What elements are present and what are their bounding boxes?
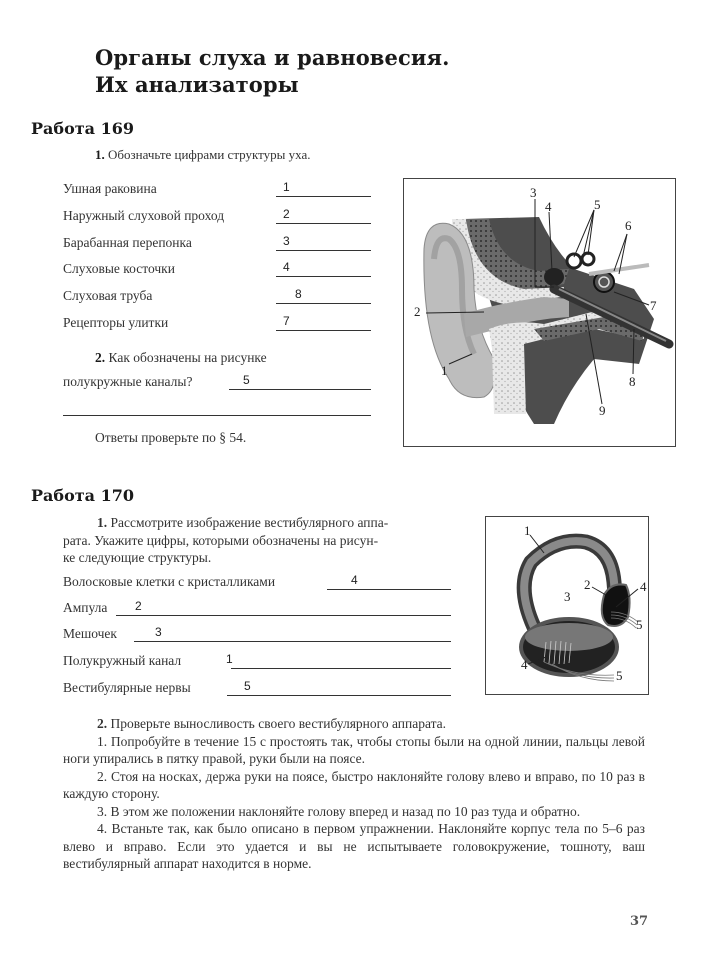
ear-label-8: 8 [629,374,636,389]
answer-value[interactable]: 4 [283,260,290,274]
row-label: Рецепторы улитки [63,315,169,330]
exercise-step-1: 1. Попробуйте в течение 15 с простоять так, чтобы стопы были на одной линии, пальцы левой ноги упирались в пятку правой, руки были на поясе. [63,733,645,766]
page-title [95,44,450,98]
row-label: Барабанная перепонка [63,235,192,250]
answer-row [63,651,451,671]
answer-blank[interactable] [231,650,451,669]
task-2-intro [63,715,645,733]
vestibular-label-1: 1 [524,523,531,538]
answer-blank[interactable] [276,285,371,304]
answer-value[interactable]: 7 [283,314,290,328]
exercise-step-4: 4. Встаньте так, как было описано в первом упражнении. Наклоняйте корпус тела по 5–6 раз влево и вправо. Если это удается и вы не испытываете головокружение, тошноту, ваш вестибулярный аппарат находится в норме. [63,821,645,871]
answer-value[interactable]: 2 [135,599,142,613]
answer-row [63,678,451,698]
answer-row [63,206,371,226]
semicircular-canals-answer-row [63,372,371,392]
answer-row [63,286,371,306]
answer-value[interactable]: 4 [351,573,358,587]
answer-value[interactable]: 8 [295,287,302,301]
answer-row [63,624,451,644]
answer-blank[interactable] [276,258,371,277]
work-169-task-1 [95,147,310,163]
row-label: Ушная раковина [63,181,157,196]
ear-illustration [404,179,675,446]
row-label: Волосковые клетки с кристалликами [63,574,276,589]
task-text: Обозначьте цифрами структуры уха. [108,147,311,162]
answer-blank[interactable] [227,677,451,696]
task-text-line: ке следующие структуры. [63,550,212,565]
ear-diagram [403,178,676,447]
answer-row [63,313,371,333]
row-label: Ампула [63,600,108,615]
answer-value[interactable]: 3 [283,234,290,248]
exercise-step-3: 3. В этом же положении наклоняйте голову вперед и назад по 10 раз туда и обратно. [97,803,581,819]
work-169-task-2 [95,350,267,366]
vestibular-label-4-top: 4 [640,579,647,594]
ear-label-5: 5 [594,197,601,212]
answer-blank[interactable] [229,371,371,390]
ear-label-7: 7 [650,298,657,313]
ear-label-3: 3 [530,185,537,200]
ear-label-2: 2 [414,304,421,319]
answer-blank[interactable] [276,312,371,331]
ear-label-4: 4 [545,199,552,214]
answer-blank[interactable] [327,571,451,590]
task-text-line: Рассмотрите изображение вестибулярного аппа- [110,515,389,530]
cochlea [594,272,614,292]
ear-label-1: 1 [441,363,448,378]
vestibular-label-5-top: 5 [636,617,643,632]
check-note: Ответы проверьте по § 54. [95,430,247,445]
work-170-task-1 [63,514,452,567]
row-label: Слуховые косточки [63,261,175,276]
answer-blank-extra-line[interactable] [63,415,371,416]
task-number: 2. [97,716,108,731]
row-label: полукружные каналы? [63,374,193,389]
task-number: 1. [95,147,105,162]
vestibular-label-5-bottom: 5 [616,668,623,683]
row-label: Полукружный канал [63,653,182,668]
answer-blank[interactable] [276,232,371,251]
task-intro-text: Проверьте выносливость своего вестибулярного аппарата. [110,716,447,731]
answer-row [63,233,371,253]
work-170-heading: Работа 170 [31,486,134,505]
task-text-line: рата. Укажите цифры, которыми обозначены на рисун- [63,532,379,548]
answer-row [63,572,451,592]
vestibular-label-3: 3 [564,589,571,604]
answer-value[interactable]: 1 [283,180,290,194]
page-number: 37 [630,914,649,929]
exercise-step-2: 2. Стоя на носках, держа руки на поясе, быстро наклоняйте голову влево и вправо, по 10 раз в каждую сторону. [63,768,645,801]
work-169-heading: Работа 169 [31,119,134,138]
answer-blank[interactable] [134,623,451,642]
ossicles [544,268,564,286]
answer-value[interactable]: 1 [226,652,233,666]
ear-label-6: 6 [625,218,632,233]
answer-row [63,179,371,199]
answer-blank[interactable] [276,178,371,197]
answer-row [63,598,451,618]
page-title-line-1: Органы слуха и равновесия. [95,45,450,70]
vestibular-apparatus-diagram [485,516,649,695]
task-number: 2. [95,350,106,365]
row-label: Слуховая труба [63,288,153,303]
answer-value[interactable]: 3 [155,625,162,639]
task-number: 1. [97,515,108,530]
answer-value[interactable]: 2 [283,207,290,221]
ear-label-9: 9 [599,403,606,418]
row-label: Мешочек [63,626,117,641]
task-text-line-1: Как обозначены на рисунке [108,350,267,365]
answer-value[interactable]: 5 [243,373,250,387]
row-label: Вестибулярные нервы [63,680,191,695]
vestibular-illustration [486,517,648,694]
saccule-top [525,623,613,651]
vestibular-label-4-bottom: 4 [521,657,528,672]
answer-row [63,259,371,279]
page-title-line-2: Их анализаторы [95,72,299,97]
answer-blank[interactable] [276,205,371,224]
task-line-1 [63,514,452,532]
answer-value[interactable]: 5 [244,679,251,693]
work-170-task-2 [63,715,645,873]
row-label: Наружный слуховой проход [63,208,225,223]
vestibular-label-2: 2 [584,577,591,592]
answer-blank[interactable] [116,597,451,616]
ampulla [602,584,630,626]
